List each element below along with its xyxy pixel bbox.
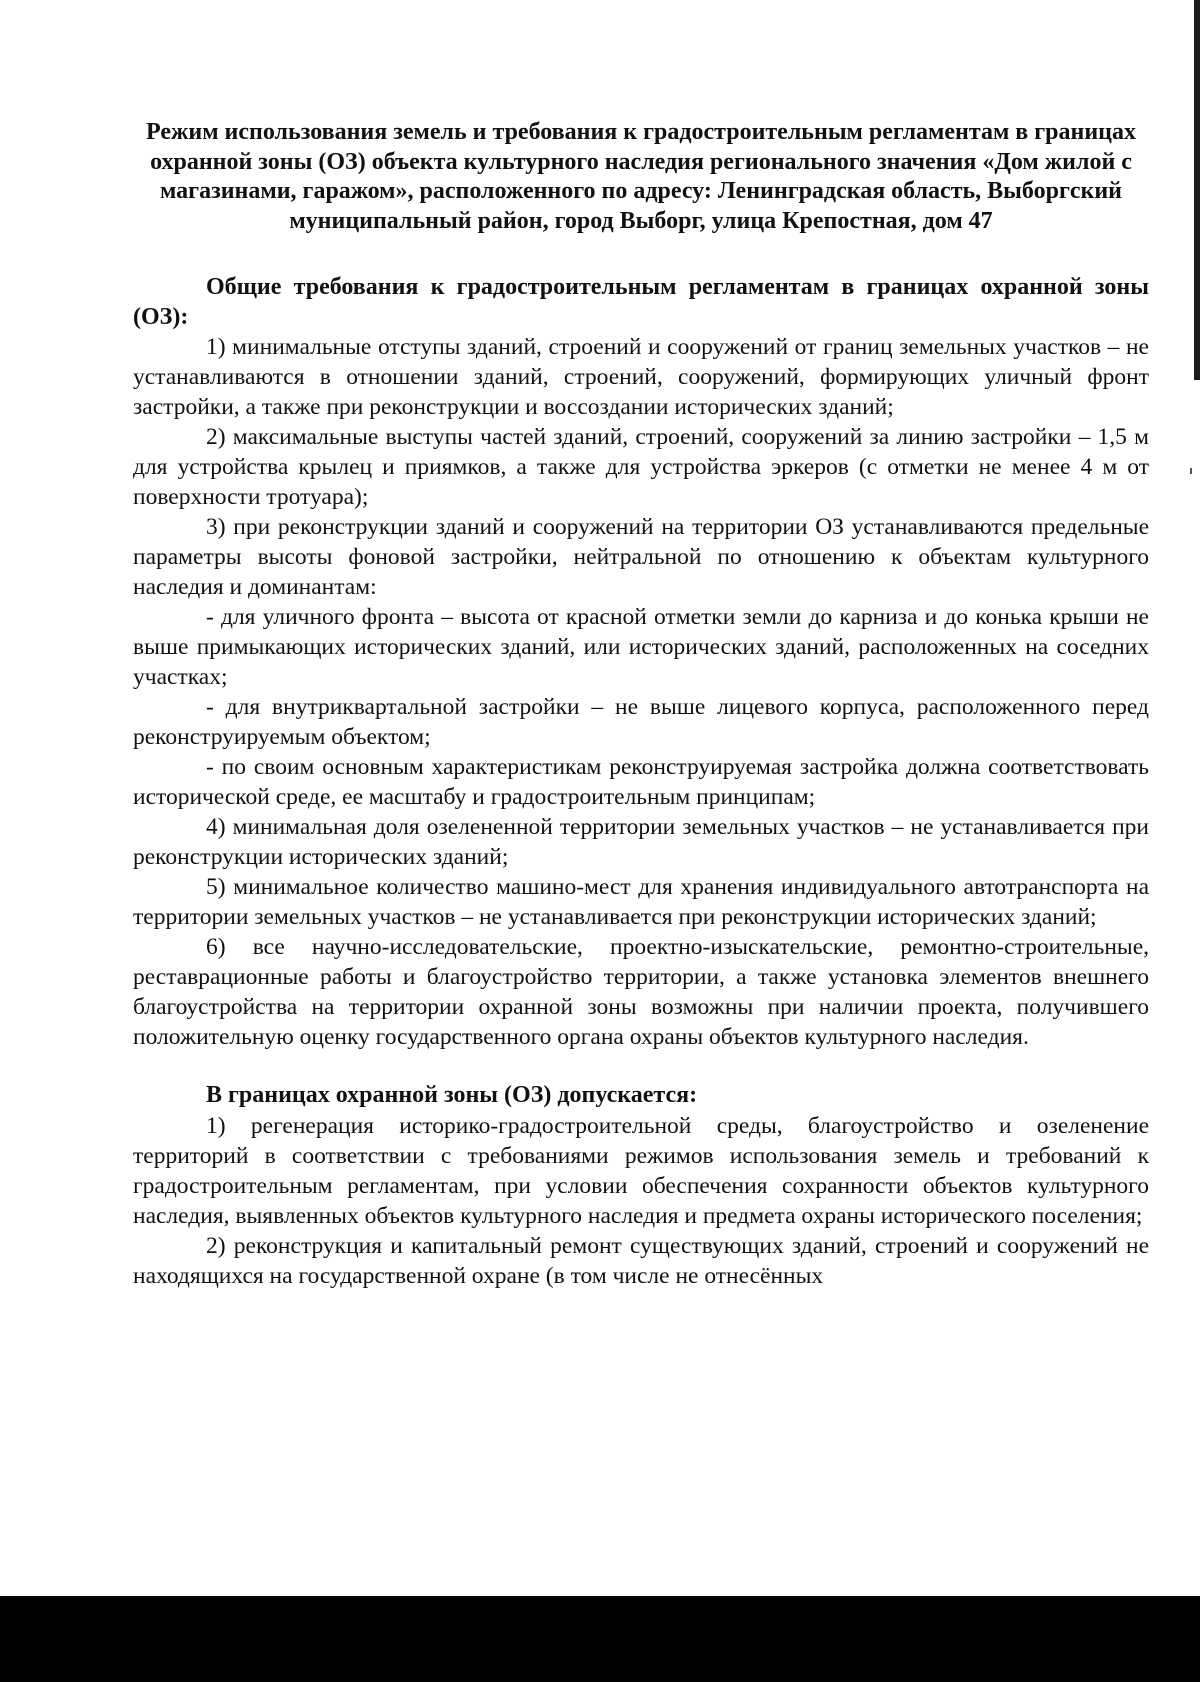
document-title: Режим использования земель и требования к градостроительным регламентам в границах охранной зоны (ОЗ) объекта культурного наследия регионального значения «Дом жилой с магазинами, гаражом», расположенного по адресу: Ленинградская область, Выборгский муниципальный район, город Выборг, улица Крепостная, дом 47 — [145, 119, 1136, 234]
scan-edge-shadow — [1194, 0, 1200, 380]
paragraph-works-approval: 6) все научно-исследовательские, проектно-изыскательские, ремонтно-строительные, реставрационные работы и благоустройство территории, а также установка элементов внешнего благоустройства на территории охранной зоны возможны при наличии проекта, получившего положительную оценку государственного органа охраны объектов культурного наследия. — [133, 934, 1149, 1050]
paragraph-min-setbacks: 1) минимальные отступы зданий, строений и сооружений от границ земельных участков – не устанавливаются в отношении зданий, строений, сооружений, формирующих уличный фронт застройки, а также при реконструкции и воссоздании исторических зданий; — [133, 334, 1149, 420]
document-body — [133, 118, 1149, 1291]
paragraph-green-share: 4) минимальная доля озелененной территории земельных участков – не устанавливается при реконструкции исторических зданий; — [133, 814, 1149, 870]
scan-artifact-mark — [1190, 468, 1192, 474]
paragraph-regeneration: 1) регенерация историко-градостроительной среды, благоустройство и озеленение территорий в соответствии с требованиями режимов использования земель и требований к градостроительным регламентам, при условии обеспечения сохранности объектов культурного наследия, выявленных объектов культурного наследия и предмета охраны исторического поселения; — [133, 1112, 1149, 1229]
section-heading-general-requirements: Общие требования к градостроительным регламентам в границах охранной зоны (ОЗ): — [133, 274, 1149, 330]
section-heading-allowed: В границах охранной зоны (ОЗ) допускается: — [206, 1082, 698, 1108]
paragraph-max-projections: 2) максимальные выступы частей зданий, строений, сооружений за линию застройки – 1,5 м для устройства крылец и приямков, а также для устройства эркеров (с отметки не менее 4 м от поверхности тротуара); — [133, 424, 1149, 510]
paragraph-reconstruction: 2) реконструкция и капитальный ремонт существующих зданий, строений и сооружений не находящихся на государственной охране (в том числе не отнесённых — [133, 1232, 1149, 1289]
paragraph-parking: 5) минимальное количество машино-мест для хранения индивидуального автотранспорта на территории земельных участков – не устанавливается при реконструкции исторических зданий; — [133, 874, 1149, 930]
paragraph-street-front: - для уличного фронта – высота от красной отметки земли до карниза и до конька крыши не выше примыкающих исторических зданий, или исторических зданий, расположенных на соседних участках; — [133, 604, 1149, 690]
paragraph-height-limits: 3) при реконструкции зданий и сооружений на территории ОЗ устанавливаются предельные параметры высоты фоновой застройки, нейтральной по отношению к объектам культурного наследия и доминантам: — [133, 514, 1149, 600]
scan-bottom-black-band — [0, 1596, 1200, 1682]
paragraph-characteristics: - по своим основным характеристикам реконструируемая застройка должна соответствовать исторической среде, ее масштабу и градостроительным принципам; — [133, 754, 1149, 810]
paragraph-inner-block: - для внутриквартальной застройки – не выше лицевого корпуса, расположенного перед реконструируемым объектом; — [133, 694, 1149, 750]
